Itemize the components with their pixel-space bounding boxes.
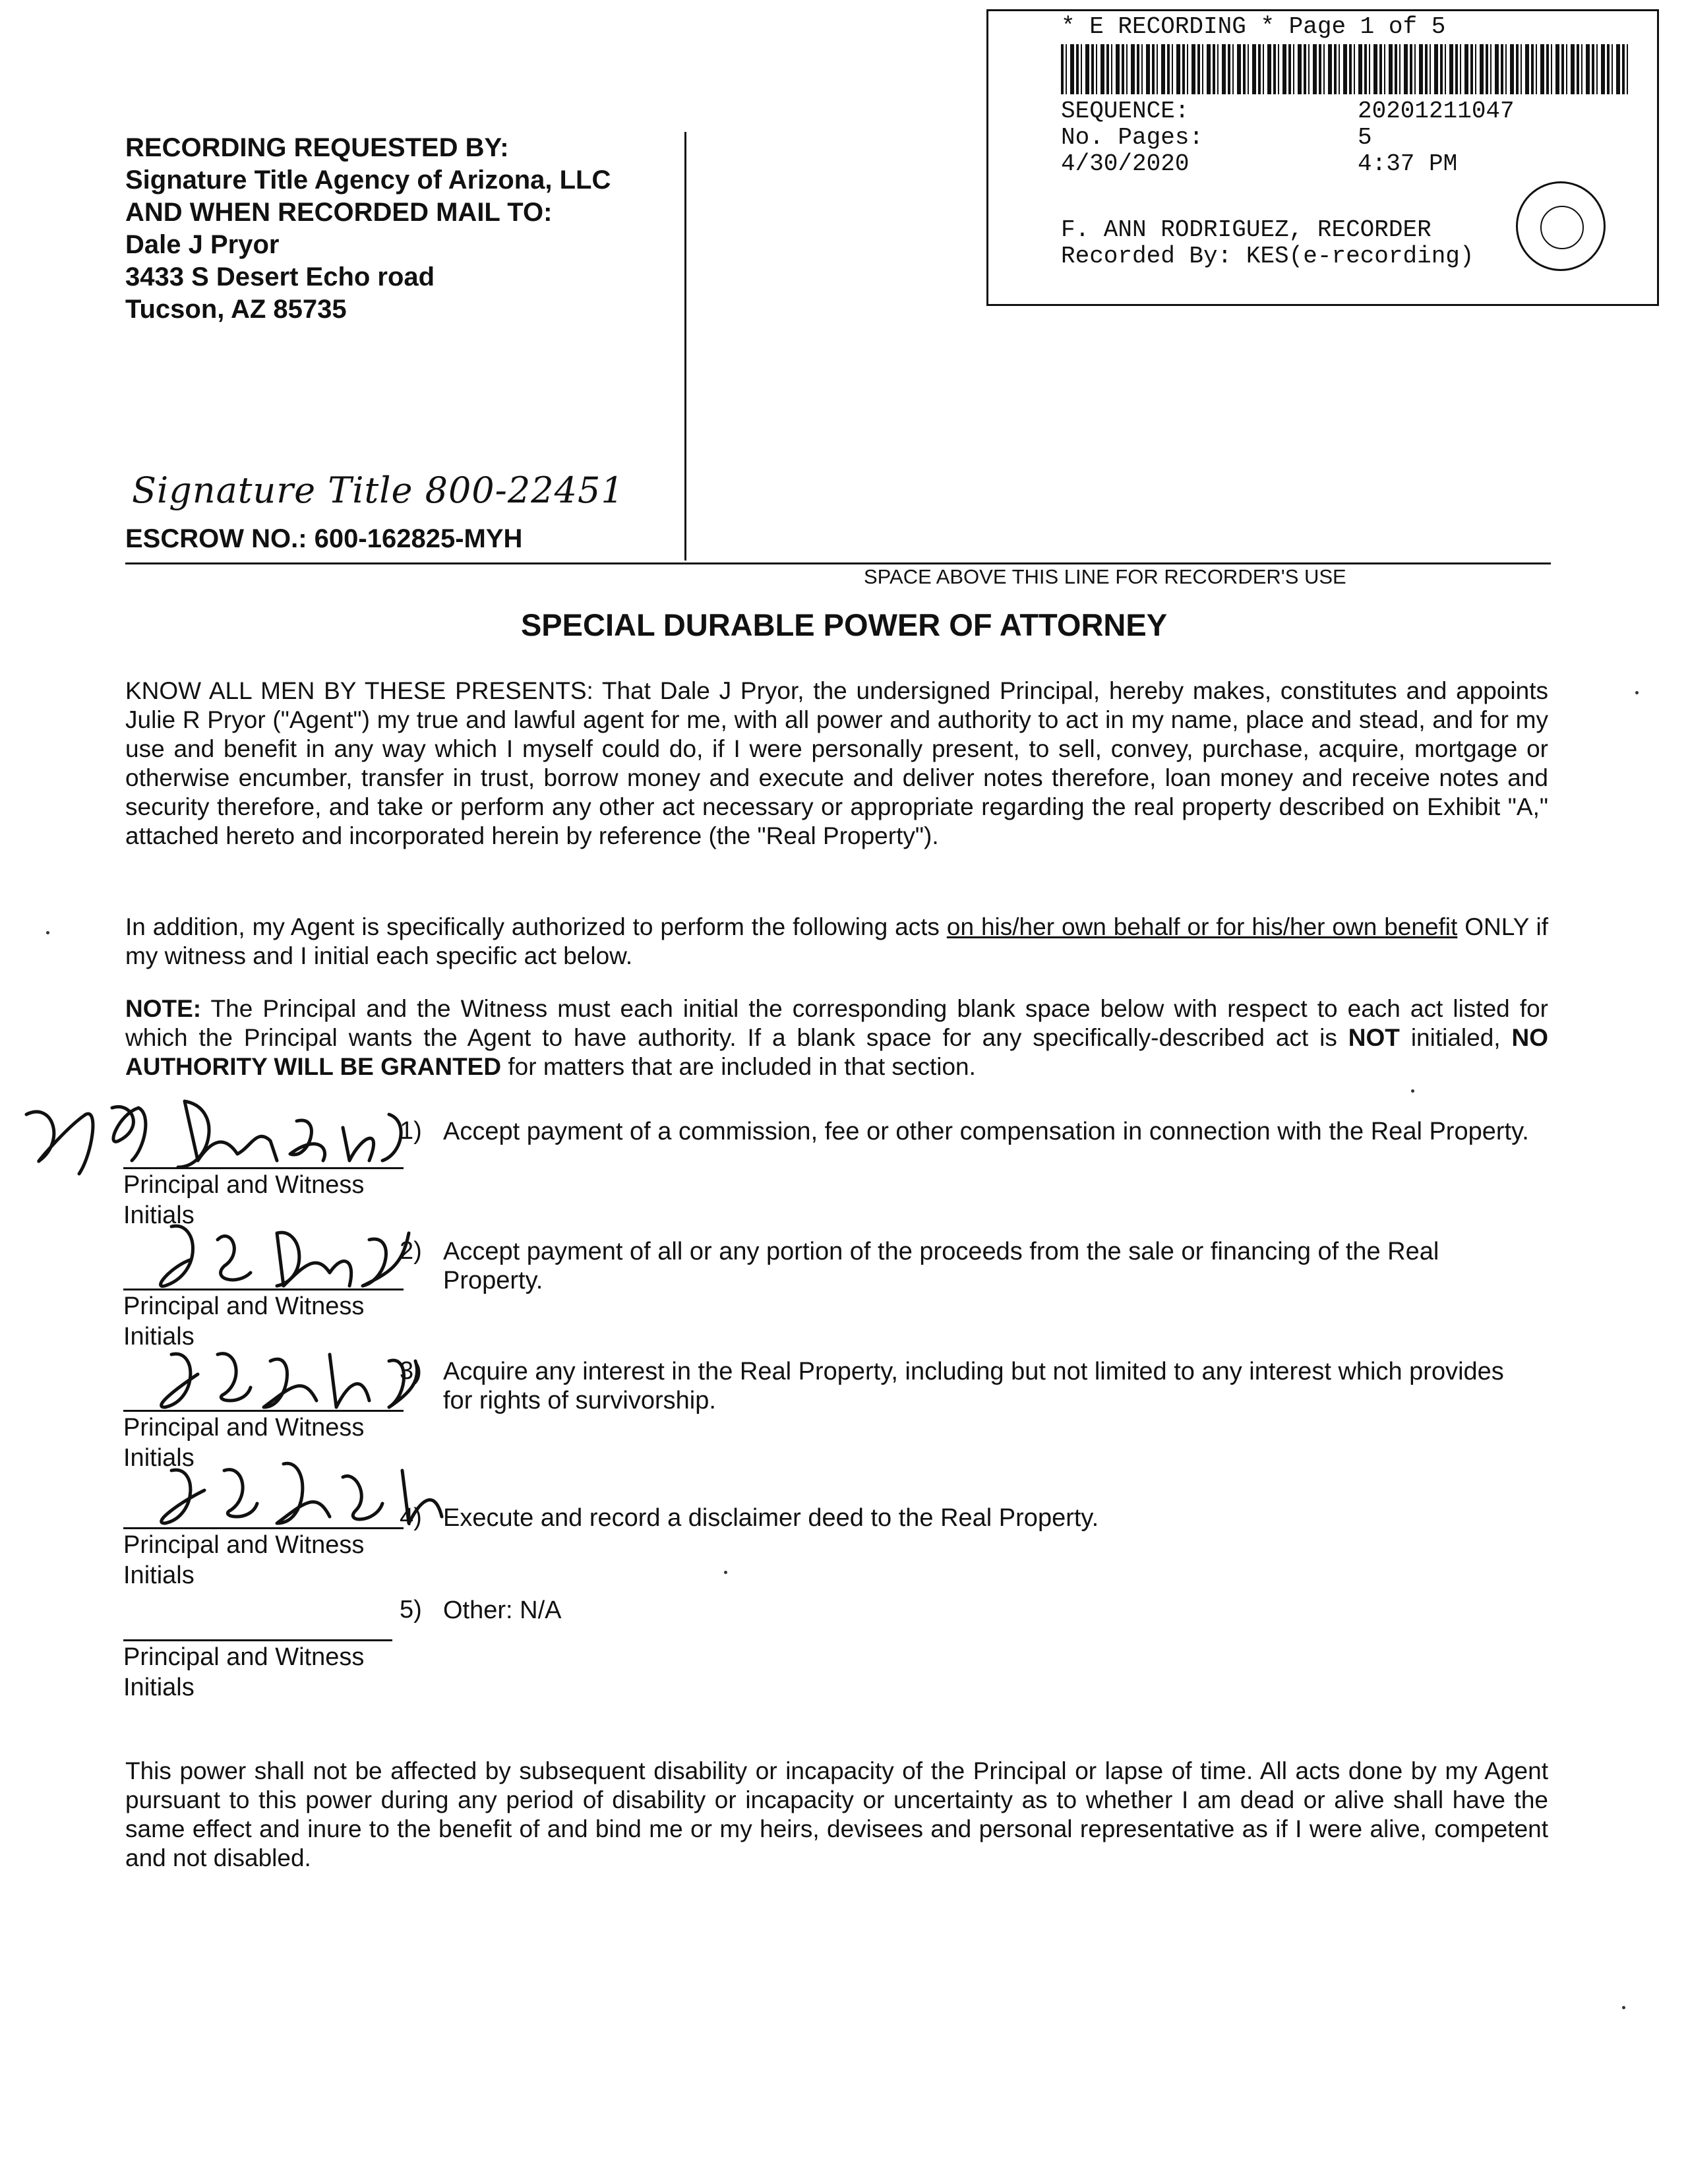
item-3-text: Acquire any interest in the Real Property, including but not limited to any interest which provides for rights of survivorship.	[443, 1358, 1504, 1414]
note-text-c: for matters that are included in that section.	[501, 1053, 976, 1080]
recorder-stamp	[986, 9, 1659, 306]
initials-label-3-line2: Initials	[123, 1444, 195, 1472]
note-not: NOT	[1348, 1024, 1400, 1051]
scan-speck	[1411, 1089, 1414, 1093]
initials-signature-2	[132, 1213, 435, 1299]
initials-label-1-line2: Initials	[123, 1201, 195, 1229]
para2-underlined: on his/her own behalf or for his/her own benefit	[946, 913, 1458, 940]
recorded-by: Recorded By: KES(e-recording)	[1061, 243, 1474, 270]
item-5-number: 5)	[400, 1596, 422, 1623]
handwritten-title-note: Signature Title 800-22451	[132, 470, 624, 511]
mail-to-name: Dale J Pryor	[125, 230, 280, 259]
initials-label-4-line1: Principal and Witness	[123, 1531, 365, 1559]
requested-by-label: RECORDING REQUESTED BY:	[125, 133, 509, 162]
initials-signature-1	[13, 1088, 422, 1187]
space-above-note: SPACE ABOVE THIS LINE FOR RECORDER'S USE	[864, 565, 1346, 588]
initials-label-4-line2: Initials	[123, 1562, 195, 1589]
note-text-b: initialed,	[1399, 1024, 1512, 1051]
item-1-number: 1)	[400, 1117, 422, 1145]
item-2-number: 2)	[400, 1237, 422, 1265]
vertical-divider	[684, 132, 686, 561]
initials-label-2-line1: Principal and Witness	[123, 1292, 365, 1320]
recording-requested-block	[125, 132, 611, 326]
scan-speck	[1635, 691, 1639, 694]
scan-speck	[724, 1571, 727, 1574]
item-3-number: 3)	[400, 1357, 422, 1385]
initials-label-5	[123, 1642, 364, 1703]
initials-signature-4	[132, 1451, 462, 1536]
barcode	[1061, 44, 1628, 94]
initials-label-5-line2: Initials	[123, 1674, 195, 1701]
escrow-number: ESCROW NO.: 600-162825-MYH	[125, 524, 523, 553]
document-title: SPECIAL DURABLE POWER OF ATTORNEY	[520, 607, 1168, 642]
initials-label-2-line2: Initials	[123, 1323, 195, 1350]
para2-text-b: ONLY if my witness and I initial each specific act below.	[125, 913, 1549, 969]
initials-label-3-line1: Principal and Witness	[123, 1414, 365, 1441]
item-1-text: Accept payment of a commission, fee or other compensation in connection with the Real Property.	[443, 1118, 1529, 1145]
initials-signature-3	[132, 1335, 435, 1420]
item-4-text: Execute and record a disclaimer deed to the Real Property.	[443, 1504, 1099, 1532]
record-date: 4/30/2020	[1061, 150, 1190, 177]
county-recorder-seal	[1516, 181, 1606, 271]
note-text-a: The Principal and the Witness must each initial the corresponding blank space below with respect to each act listed for which the Principal wants the Agent to have authority. If a blank space for any specifically-described act is	[125, 995, 1548, 1051]
initials-label-4	[123, 1530, 364, 1591]
pages-label: No. Pages:	[1061, 124, 1204, 151]
paragraph-note	[125, 994, 1548, 1081]
mail-to-address-1: 3433 S Desert Echo road	[125, 262, 435, 291]
note-no-authority: NO AUTHORITY WILL BE GRANTED	[125, 1024, 1548, 1080]
record-time: 4:37 PM	[1358, 150, 1458, 177]
scan-speck	[46, 931, 49, 934]
mail-to-address-2: Tucson, AZ 85735	[125, 295, 347, 324]
item-5-text: Other: N/A	[443, 1596, 562, 1624]
item-2-text: Accept payment of all or any portion of the proceeds from the sale or financing of the Real Property.	[443, 1238, 1439, 1294]
sequence-value: 20201211047	[1358, 98, 1515, 125]
paragraph-in-addition	[125, 913, 1548, 971]
initials-label-1-line1: Principal and Witness	[123, 1171, 365, 1199]
initials-line-5	[123, 1639, 392, 1641]
stamp-header: * E RECORDING * Page 1 of 5	[1061, 13, 1446, 40]
initials-label-5-line1: Principal and Witness	[123, 1643, 365, 1671]
recorder-use-line	[125, 562, 1551, 564]
paragraph-know-all-men: KNOW ALL MEN BY THESE PRESENTS: That Dale J Pryor, the undersigned Principal, hereby makes, constitutes and appoints Julie R Pryor ("Agent") my true and lawful agent for me, with all power and authority to act in my name, place and stead, and for my use and benefit in any way which I myself could do, if I were personally present, to sell, convey, purchase, acquire, mortgage or otherwise encumber, transfer in trust, borrow money and execute and deliver notes therefore, loan money and receive notes and security therefore, and take or perform any other act necessary or appropriate regarding the real property described on Exhibit "A," attached hereto and incorporated herein by reference (the "Real Property").	[125, 677, 1548, 849]
mail-to-label: AND WHEN RECORDED MAIL TO:	[125, 198, 553, 227]
sequence-label: SEQUENCE:	[1061, 98, 1190, 125]
para2-text-a: In addition, my Agent is specifically authorized to perform the following acts	[125, 913, 947, 940]
note-label: NOTE:	[125, 995, 202, 1022]
pages-value: 5	[1358, 124, 1372, 151]
scan-speck	[1622, 2006, 1625, 2009]
recorder-name: F. ANN RODRIGUEZ, RECORDER	[1061, 216, 1432, 243]
item-4-number: 4)	[400, 1503, 422, 1531]
paragraph-durability: This power shall not be affected by subsequent disability or incapacity of the Principal or lapse of time. All acts done by my Agent pursuant to this power during any period of disability or incapacity or uncertainty as to whether I am dead or alive shall have the same effect and inure to the benefit of and bind me or my heirs, devisees and personal representative as if I were alive, competent and not disabled.	[125, 1757, 1548, 1871]
requested-by: Signature Title Agency of Arizona, LLC	[125, 166, 611, 195]
